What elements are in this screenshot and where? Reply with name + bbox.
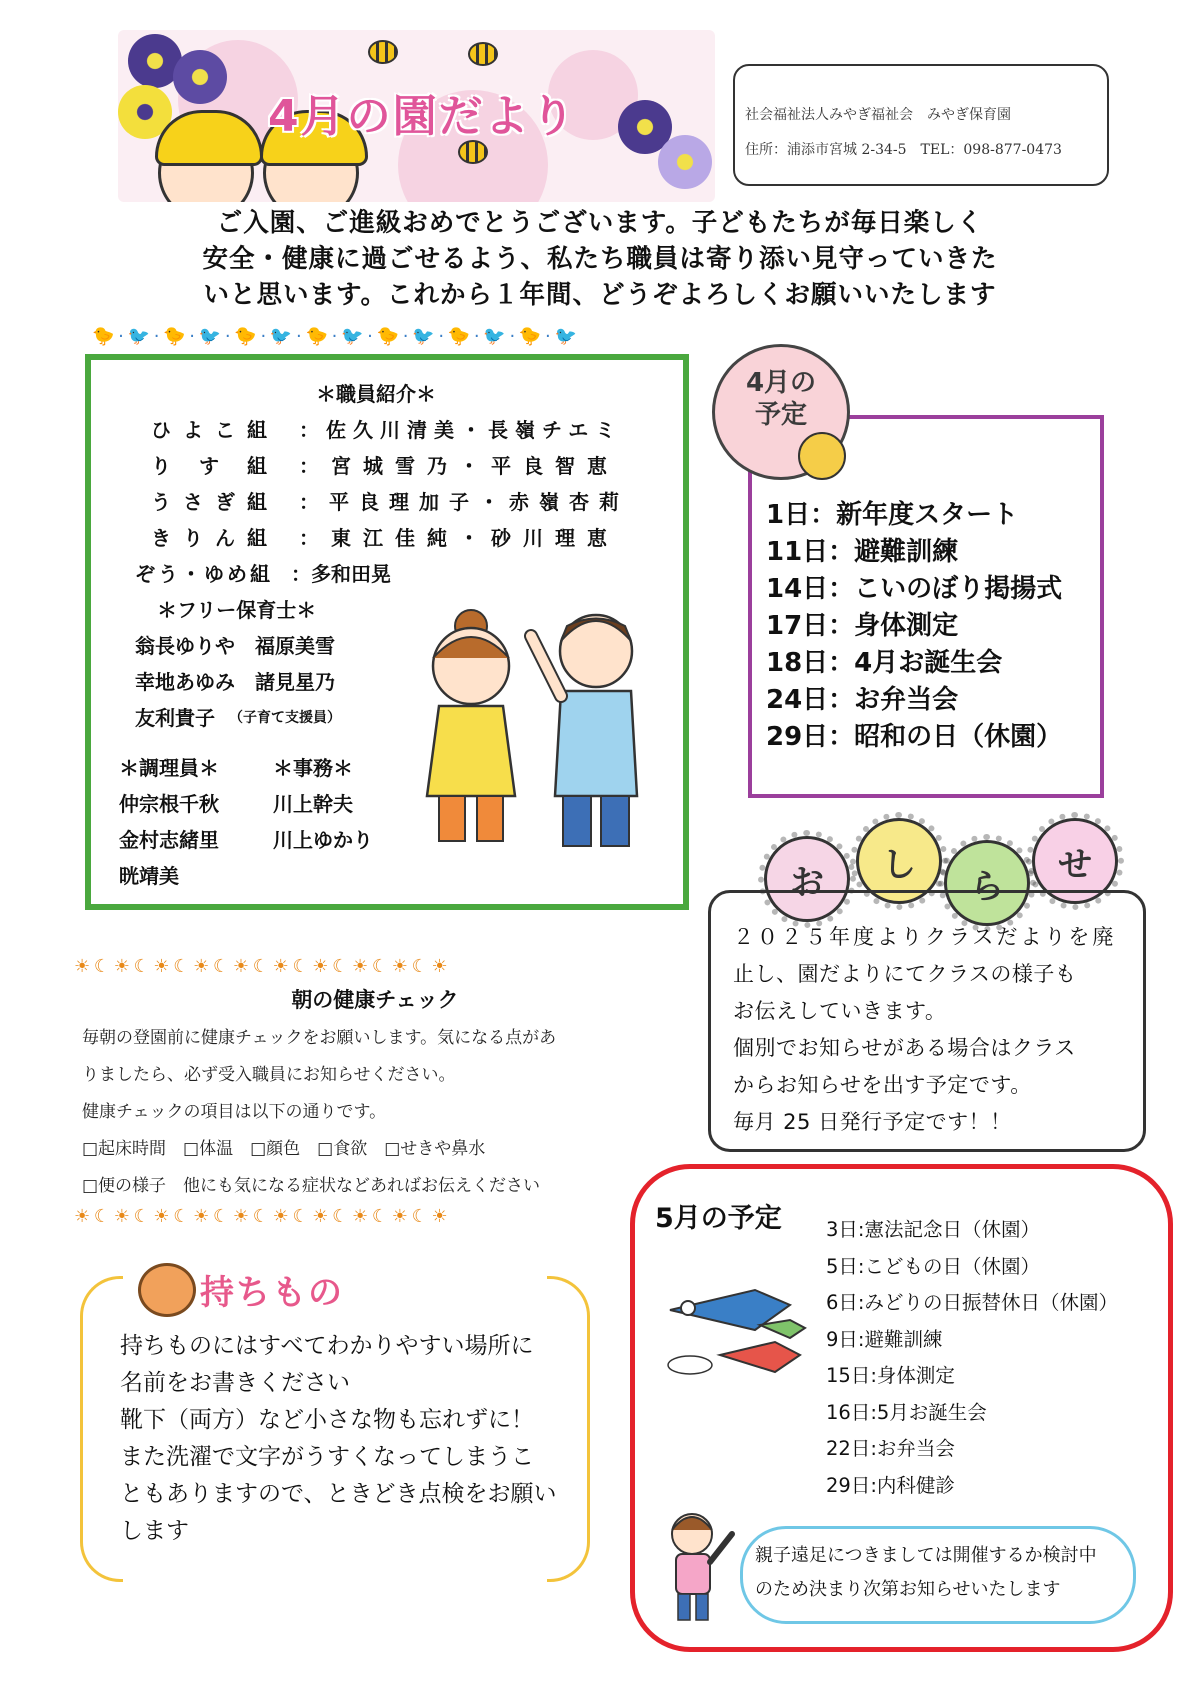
carp-streamer-icon — [660, 1280, 810, 1390]
excursion-notice-cloud — [740, 1526, 1136, 1624]
bird-divider: 🐤 · 🐦 · 🐤 · 🐦 · 🐤 · 🐦 · 🐤 · 🐦 · 🐤 · 🐦 · 🐤 · 🐦 · 🐤 · 🐦 — [92, 326, 576, 347]
bear-icon — [138, 1263, 196, 1317]
office-heading: ＊事務＊ — [273, 756, 353, 780]
class-name: うさぎ組 — [151, 490, 279, 514]
april-event: 24日：お弁当会 — [766, 685, 959, 715]
cook-name: 金村志緒里 — [119, 828, 219, 852]
cook-name: 仲宗根千秋 — [119, 792, 219, 816]
health-check-title: 朝の健康チェック — [291, 988, 459, 1012]
staff-introduction-box — [85, 354, 689, 910]
free-staff-heading: ＊フリー保育士＊ — [157, 598, 317, 622]
may-event: 9日:避難訓練 — [826, 1327, 943, 1351]
health-line: □便の様子 他にも気になる症状などあればお伝えください — [82, 1176, 541, 1196]
notice-letter-badge: せ — [1032, 818, 1118, 904]
office-name: 川上幹夫 — [273, 792, 353, 816]
bee-icon — [368, 40, 398, 64]
april-heading-line: 予定 — [754, 400, 807, 430]
class-name: りす組 — [151, 454, 295, 478]
free-staff-names: 翁長ゆりや 福原美雪 — [135, 634, 335, 658]
header-banner — [118, 30, 715, 202]
notice-line: お伝えしていきます。 — [733, 999, 947, 1023]
belongings-line: します — [120, 1518, 189, 1544]
free-staff-note: （子育て支援員） — [229, 710, 341, 726]
april-event: 14日：こいのぼり掲揚式 — [766, 574, 1063, 604]
greeting-line: いと思います。これから１年間、どうぞよろしくお願いいたします — [203, 280, 997, 310]
class-staff: ：宮城雪乃・平良智恵 — [299, 454, 619, 478]
org-name: 社会福祉法人みやぎ福祉会 みやぎ保育園 — [745, 107, 1011, 123]
excursion-notice-line: のため決まり次第お知らせいたします — [755, 1579, 1061, 1600]
april-schedule-heading — [733, 367, 829, 431]
notice-line: 毎月 25 日発行予定です！！ — [733, 1110, 1012, 1134]
org-info-box — [733, 64, 1109, 186]
free-staff-names: 幸地あゆみ 諸見星乃 — [135, 670, 335, 694]
staff-heading: ＊職員紹介＊ — [316, 382, 436, 406]
free-staff-names: 友利貴子 — [135, 706, 215, 730]
bee-icon — [468, 42, 498, 66]
class-staff: ：平良理加子・赤嶺杏莉 — [299, 490, 629, 514]
belongings-text — [120, 1328, 580, 1550]
april-event: 17日：身体測定 — [766, 611, 959, 641]
male-teacher-icon — [531, 615, 637, 846]
health-line: 毎朝の登園前に健康チェックをお願いします。気になる点があ — [82, 1028, 557, 1048]
greeting-message — [150, 205, 1050, 313]
class-staff: ：佐久川清美・長嶺チエミ — [299, 418, 623, 442]
waving-girl-icon — [652, 1504, 742, 1624]
greeting-line: ご入園、ご進級おめでとうございます。子どもたちが毎日楽しく — [216, 208, 984, 238]
may-event: 3日:憲法記念日（休園） — [826, 1218, 1040, 1241]
april-event: 29日：昭和の日（休園） — [766, 722, 1063, 752]
office-name: 川上ゆかり — [273, 828, 373, 852]
health-check-text — [82, 1020, 642, 1205]
notice-line: 止し、園だよりにてクラスの様子も — [733, 962, 1077, 986]
notice-box — [708, 890, 1146, 1152]
belongings-line: ともありますので、ときどき点検をお願い — [120, 1481, 557, 1507]
april-event: 18日：4月お誕生会 — [766, 648, 1003, 678]
may-event: 29日:内科健診 — [826, 1473, 955, 1497]
sun-moon-divider: ☀ ☾ ☀ ☾ ☀ ☾ ☀ ☾ ☀ ☾ ☀ ☾ ☀ ☾ ☀ ☾ ☀ ☾ ☀ — [74, 1206, 447, 1227]
cook-heading: ＊調理員＊ — [119, 756, 219, 780]
belongings-line: また洗濯で文字がうすくなってしまうこ — [120, 1444, 534, 1470]
belongings-line: 靴下（両方）など小さな物も忘れずに！ — [120, 1407, 534, 1433]
cat-basket-icon — [798, 432, 846, 480]
pansy-icon — [658, 135, 712, 189]
newsletter-title: 4月の園だより — [268, 91, 577, 142]
may-schedule-title: 5月の予定 — [655, 1203, 782, 1234]
child-illustration — [158, 125, 254, 202]
greeting-line: 安全・健康に過ごせるよう、私たち職員は寄り添い見守っていきた — [202, 244, 998, 274]
class-name: ひよこ組 — [151, 418, 279, 442]
pansy-icon — [173, 50, 227, 104]
april-event: 11日：避難訓練 — [766, 537, 959, 567]
notice-letter-badge: ら — [944, 840, 1030, 926]
belongings-line: 持ちものにはすべてわかりやすい場所に — [120, 1333, 534, 1359]
excursion-notice-line: 親子遠足につきましては開催するか検討中 — [755, 1545, 1097, 1566]
april-event: 1日：新年度スタート — [766, 500, 1019, 530]
class-staff: ：多和田晃 — [291, 562, 391, 586]
excursion-notice-text — [755, 1539, 1125, 1607]
may-event: 6日:みどりの日振替休日（休園） — [826, 1291, 1118, 1314]
cook-name: 晄靖美 — [119, 864, 179, 888]
may-event: 5日:こどもの日（休園） — [826, 1254, 1040, 1278]
class-name: きりん組 — [151, 526, 279, 550]
april-schedule-list — [766, 497, 1062, 756]
health-line: りましたら、必ず受入職員にお知らせください。 — [82, 1065, 456, 1085]
org-address: 住所：浦添市宮城 2-34-5 TEL：098-877-0473 — [745, 142, 1062, 158]
belongings-title: 持ちもの — [200, 1273, 344, 1313]
female-teacher-icon — [427, 610, 515, 841]
health-line: □起床時間 □体温 □顔色 □食欲 □せきや鼻水 — [82, 1139, 486, 1159]
sun-moon-divider: ☀ ☾ ☀ ☾ ☀ ☾ ☀ ☾ ☀ ☾ ☀ ☾ ☀ ☾ ☀ ☾ ☀ ☾ ☀ — [74, 956, 447, 977]
notice-line: からお知らせを出す予定です。 — [733, 1073, 1032, 1097]
april-heading-line: 4月の — [745, 368, 817, 398]
belongings-line: 名前をお書きください — [120, 1370, 350, 1396]
notice-line: ２０２５年度よりクラスだよりを廃 — [733, 925, 1117, 949]
may-event: 15日:身体測定 — [826, 1364, 955, 1387]
class-staff: ：東江佳純・砂川理恵 — [299, 526, 619, 550]
may-schedule-list — [826, 1212, 1118, 1504]
notice-letter-badge: お — [764, 836, 850, 922]
notice-text — [733, 919, 1133, 1141]
may-event: 16日:5月お誕生会 — [826, 1400, 987, 1424]
notice-line: 個別でお知らせがある場合はクラス — [733, 1036, 1076, 1060]
health-line: 健康チェックの項目は以下の通りです。 — [82, 1102, 387, 1122]
class-name: ぞう・ゆめ組 — [135, 562, 273, 586]
teachers-illustration — [411, 596, 671, 856]
may-event: 22日:お弁当会 — [826, 1437, 955, 1460]
notice-letter-badge: し — [856, 818, 942, 904]
